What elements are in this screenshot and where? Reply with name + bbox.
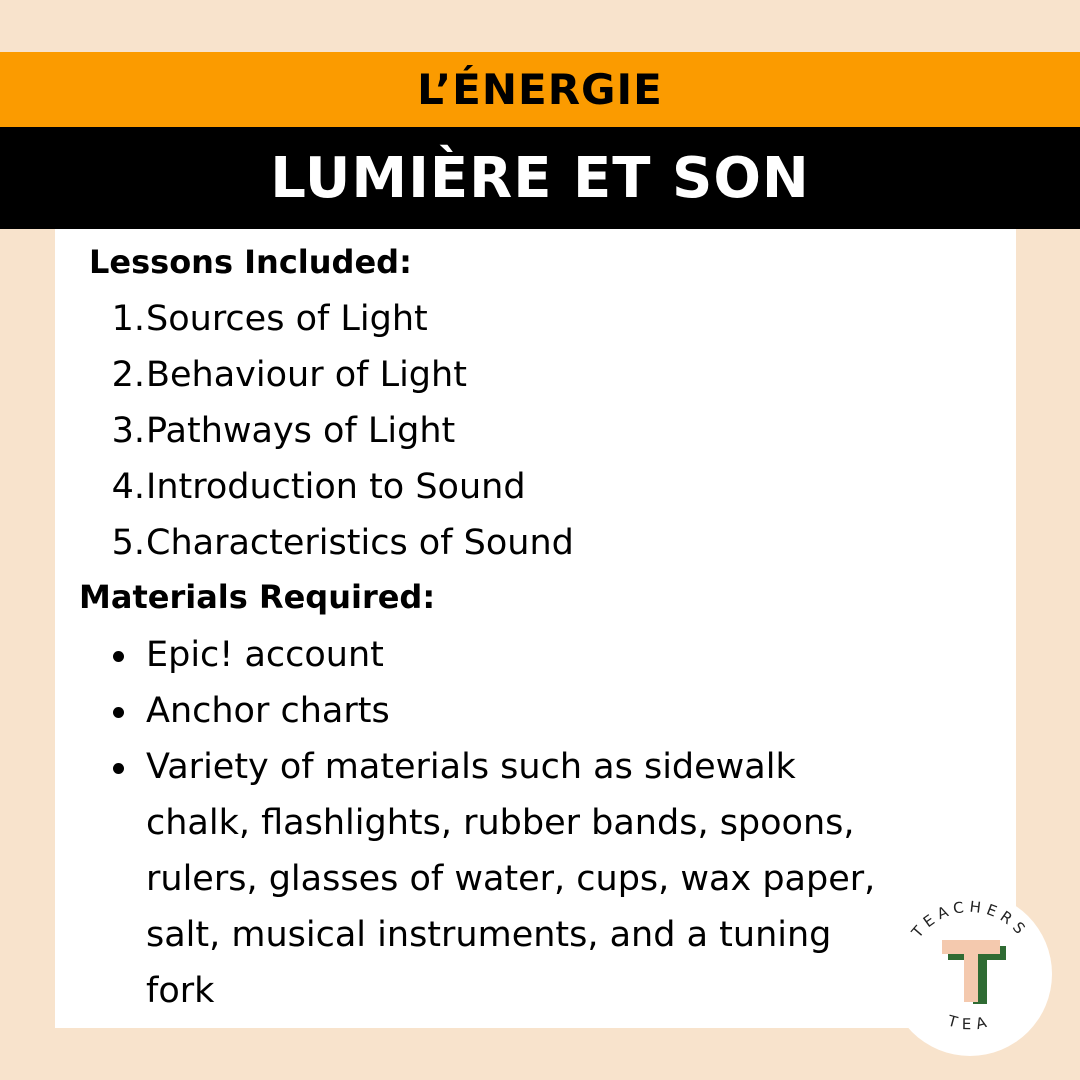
material-item-line: chalk, flashlights, rubber bands, spoons, <box>146 803 855 843</box>
lesson-item: Introduction to Sound <box>146 467 526 507</box>
lesson-item: Pathways of Light <box>146 411 456 451</box>
lesson-number: 2. <box>111 355 145 395</box>
lesson-number: 1. <box>111 299 145 339</box>
material-item: Epic! account <box>146 635 384 675</box>
lesson-number: 5. <box>111 523 145 563</box>
material-item-line: fork <box>146 971 215 1011</box>
lesson-item: Behaviour of Light <box>146 355 467 395</box>
lessons-heading: Lessons Included: <box>89 243 412 281</box>
category-title: L’ÉNERGIE <box>417 65 663 114</box>
logo-top-text: TEACHERS <box>908 897 1032 942</box>
category-banner <box>0 52 1080 127</box>
lesson-item: Characteristics of Sound <box>146 523 574 563</box>
material-item-line: rulers, glasses of water, cups, wax paper, <box>146 859 876 899</box>
materials-heading: Materials Required: <box>79 578 436 616</box>
bullet-icon <box>113 763 124 774</box>
page-title: LUMIÈRE ET SON <box>270 145 810 211</box>
title-banner <box>0 127 1080 229</box>
content-card <box>55 229 1016 1028</box>
lesson-number: 4. <box>111 467 145 507</box>
lesson-number: 3. <box>111 411 145 451</box>
material-item: Anchor charts <box>146 691 390 731</box>
lesson-item: Sources of Light <box>146 299 428 339</box>
logo-bottom-text: TEA <box>945 1011 995 1034</box>
material-item-line: Variety of materials such as sidewalk <box>146 747 796 787</box>
material-item-line: salt, musical instruments, and a tuning <box>146 915 832 955</box>
teachers-tea-logo <box>886 890 1054 1058</box>
bullet-icon <box>113 651 124 662</box>
bullet-icon <box>113 707 124 718</box>
